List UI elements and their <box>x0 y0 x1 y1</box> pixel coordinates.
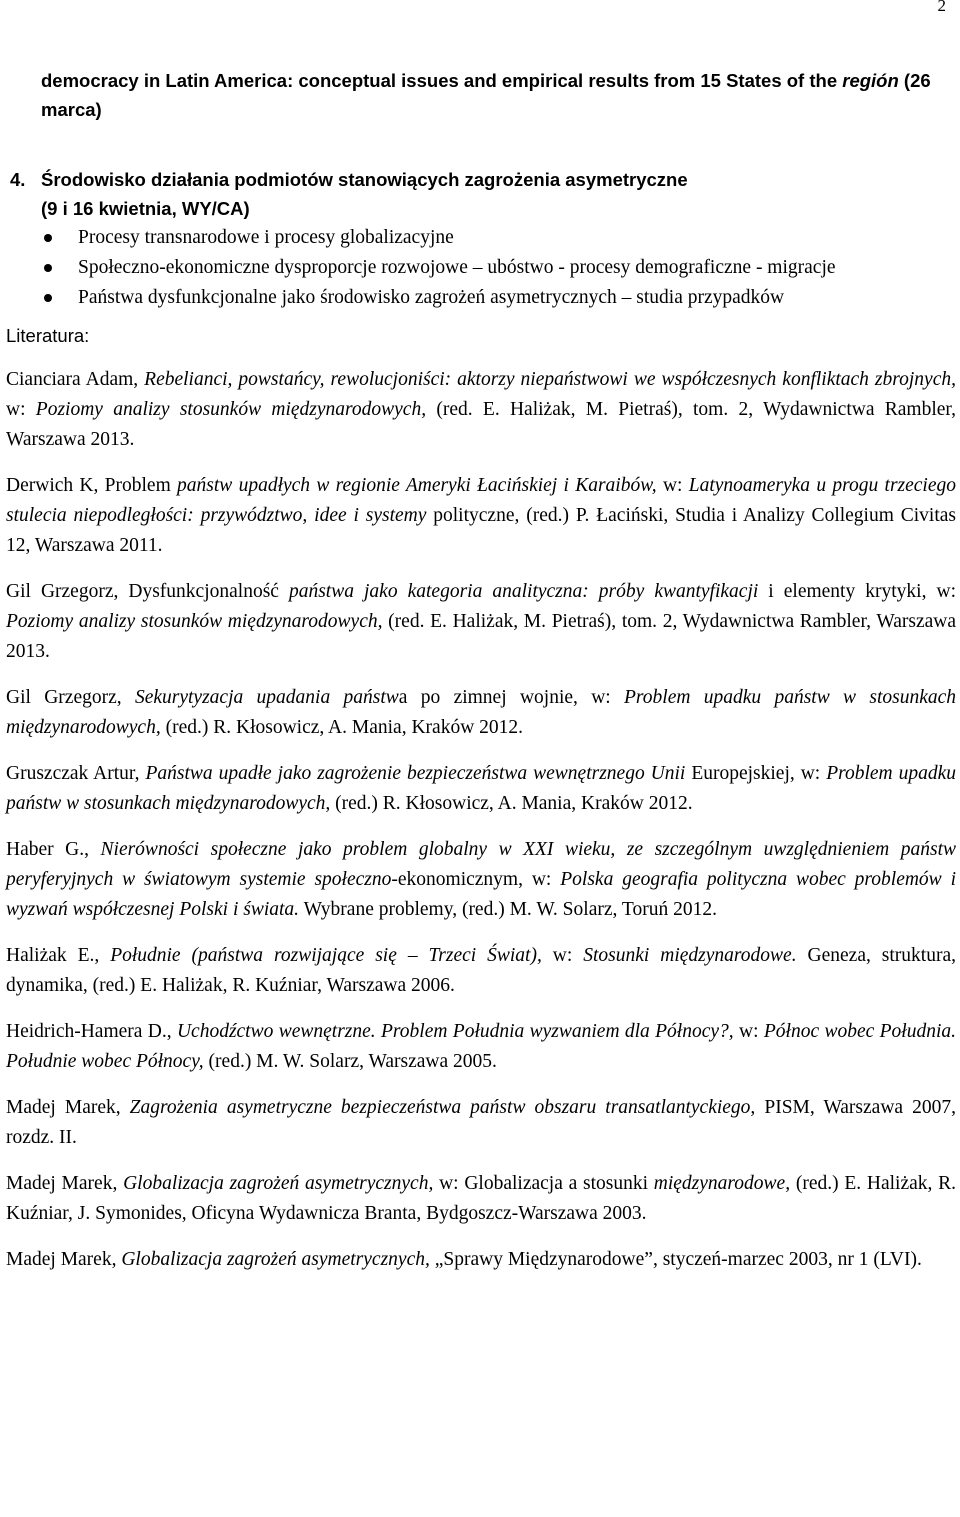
list-item-text: Procesy transnarodowe i procesy globalizacyjne <box>78 227 454 248</box>
continued-title-text: democracy in Latin America: conceptual issues and empirical results from 15 States of the <box>41 70 843 91</box>
reference-publication: (red.) R. Kłosowicz, A. Mania, Kraków 2012. <box>160 717 524 738</box>
reference-author: Madej Marek, <box>6 1097 130 1118</box>
reference-connector: a po zimnej wojnie, w: <box>398 687 625 708</box>
section-title-line1: Środowisko działania podmiotów stanowiących zagrożenia asymetryczne <box>41 169 688 190</box>
list-item-text: Społeczno-ekonomiczne dysproporcje rozwojowe – ubóstwo - procesy demograficzne - migracje <box>78 257 836 278</box>
reference-author: Haliżak E., <box>6 945 111 966</box>
literature-label: Literatura: <box>6 325 90 346</box>
reference-connector: Europejskiej, w: <box>685 763 827 784</box>
list-item <box>6 283 956 313</box>
reference-publication: polityczne, (red.) P. Łaciński, Studia i Analizy Collegium Civitas 12, Warszawa 2011. <box>6 505 956 556</box>
reference-connector: ekonomicznym, w: <box>397 869 561 890</box>
reference-author: Gil Grzegorz, <box>6 687 135 708</box>
reference-title: Uchodźctwo wewnętrzne. Problem Południa wyzwaniem dla Północy?, <box>176 1021 734 1042</box>
reference-title: państwa jako kategoria analityczna: próby kwantyfikacji <box>288 581 759 602</box>
reference-list <box>6 365 956 1275</box>
reference-entry <box>6 1169 956 1229</box>
reference-book: Problem upadku państw w stosunkach międzynarodowych, <box>6 687 957 738</box>
reference-publication: (red.) M. W. Solarz, Warszawa 2005. <box>203 1051 497 1072</box>
reference-publication: (red.) E. Haliżak, R. Kuźniar, J. Symonides, Oficyna Wydawnicza Branta, Bydgoszcz-Warszawa 2003. <box>6 1173 957 1224</box>
reference-publication: (red. E. Haliżak, M. Pietraś), tom. 2, Wydawnictwa Rambler, Warszawa 2013. <box>6 399 956 450</box>
reference-title: Globalizacja zagrożeń asymetrycznych, <box>123 1173 434 1194</box>
reference-author: Gil Grzegorz, Dysfunkcjonalność <box>6 581 289 602</box>
reference-author: Derwich K, Problem <box>6 475 178 496</box>
reference-entry <box>6 683 956 743</box>
reference-entry <box>6 365 956 455</box>
reference-entry <box>6 1017 956 1077</box>
reference-publication: PISM, Warszawa 2007, rozdz. II. <box>6 1097 956 1148</box>
reference-entry <box>6 835 956 925</box>
reference-title: Zagrożenia asymetryczne bezpieczeństwa państw obszaru transatlantyckiego, <box>129 1097 756 1118</box>
reference-book: Latynoameryka u progu trzeciego stulecia niepodległości: przywództwo, idee i systemy <box>6 475 956 526</box>
continued-item-title <box>41 66 956 124</box>
list-item <box>6 223 956 253</box>
list-item <box>6 253 956 283</box>
reference-title: Globalizacja zagrożeń asymetrycznych, <box>121 1249 430 1270</box>
reference-entry <box>6 577 956 667</box>
reference-author: Gruszczak Artur, <box>6 763 146 784</box>
reference-entry <box>6 941 956 1001</box>
reference-title: państw upadłych w regionie Ameryki Łacińskiej i Karaibów, <box>177 475 657 496</box>
reference-connector: w: <box>541 945 584 966</box>
reference-book: Stosunki międzynarodowe. <box>583 945 797 966</box>
bullet-icon <box>44 264 52 272</box>
reference-title: Nierówności społeczne jako problem globalny w XXI wieku, ze szczególnym uwzględnieniem państw peryferyjnych w światowym systemie społeczno- <box>6 839 957 890</box>
reference-title: Sekurytyzacja upadania państw <box>134 687 399 708</box>
reference-book: Polska geografia polityczna wobec problemów i wyzwań współczesnej Polski i świata. <box>6 869 956 920</box>
reference-book: Poziomy analizy stosunków międzynarodowych, <box>35 399 427 420</box>
reference-connector: w: Globalizacja a stosunki <box>433 1173 654 1194</box>
bullet-icon <box>44 234 52 242</box>
reference-author: Cianciara Adam, <box>6 369 145 390</box>
bullet-icon <box>44 294 52 302</box>
reference-author: Madej Marek, <box>6 1249 122 1270</box>
reference-connector: w: <box>733 1021 764 1042</box>
section-heading <box>6 165 956 223</box>
continued-title-date: (26 marca) <box>41 70 931 120</box>
continued-title-italic: región <box>842 70 899 91</box>
reference-connector: w: <box>656 475 689 496</box>
list-item-text: Państwa dysfunkcjonalne jako środowisko zagrożeń asymetrycznych – studia przypadków <box>78 287 785 308</box>
reference-title: Rebelianci, powstańcy, rewolucjoniści: aktorzy niepaństwowi we współczesnych konfliktach zbrojnych, <box>144 369 956 390</box>
reference-entry <box>6 1245 956 1275</box>
reference-book: Problem upadku państw w stosunkach międzynarodowych, <box>6 763 957 814</box>
document-body <box>6 66 956 1275</box>
page-number: 2 <box>937 0 946 15</box>
reference-connector: i elementy krytyki, w: <box>758 581 956 602</box>
reference-publication: (red. E. Haliżak, M. Pietraś), tom. 2, Wydawnictwa Rambler, Warszawa 2013. <box>6 611 956 662</box>
reference-book: Poziomy analizy stosunków międzynarodowych, <box>6 611 383 632</box>
section-title-line2: (9 i 16 kwietnia, WY/CA) <box>41 198 250 219</box>
reference-entry <box>6 1093 956 1153</box>
topic-list <box>6 223 956 313</box>
reference-title: Południe (państwa rozwijające się – Trzeci Świat), <box>110 945 542 966</box>
reference-connector: „Sprawy Międzynarodowe”, styczeń- <box>429 1249 728 1270</box>
reference-publication: Geneza, struktura, dynamika, (red.) E. Haliżak, R. Kuźniar, Warszawa 2006. <box>6 945 956 996</box>
reference-title: Państwa upadłe jako zagrożenie bezpieczeństwa wewnętrznego Unii <box>145 763 686 784</box>
section-number: 4. <box>10 169 26 190</box>
reference-book: międzynarodowe, <box>653 1173 791 1194</box>
reference-author: Heidrich-Hamera D., <box>6 1021 177 1042</box>
reference-entry <box>6 759 956 819</box>
reference-author: Haber G., <box>6 839 101 860</box>
reference-author: Madej Marek, <box>6 1173 124 1194</box>
reference-publication: Wybrane problemy, (red.) M. W. Solarz, Toruń 2012. <box>299 899 717 920</box>
reference-connector: w: <box>6 399 36 420</box>
reference-publication: (red.) R. Kłosowicz, A. Mania, Kraków 2012. <box>330 793 693 814</box>
reference-entry <box>6 471 956 561</box>
reference-publication: marzec 2003, nr 1 (LVI). <box>727 1249 922 1270</box>
reference-book: Północ wobec Południa. Południe wobec Północy, <box>6 1021 956 1072</box>
